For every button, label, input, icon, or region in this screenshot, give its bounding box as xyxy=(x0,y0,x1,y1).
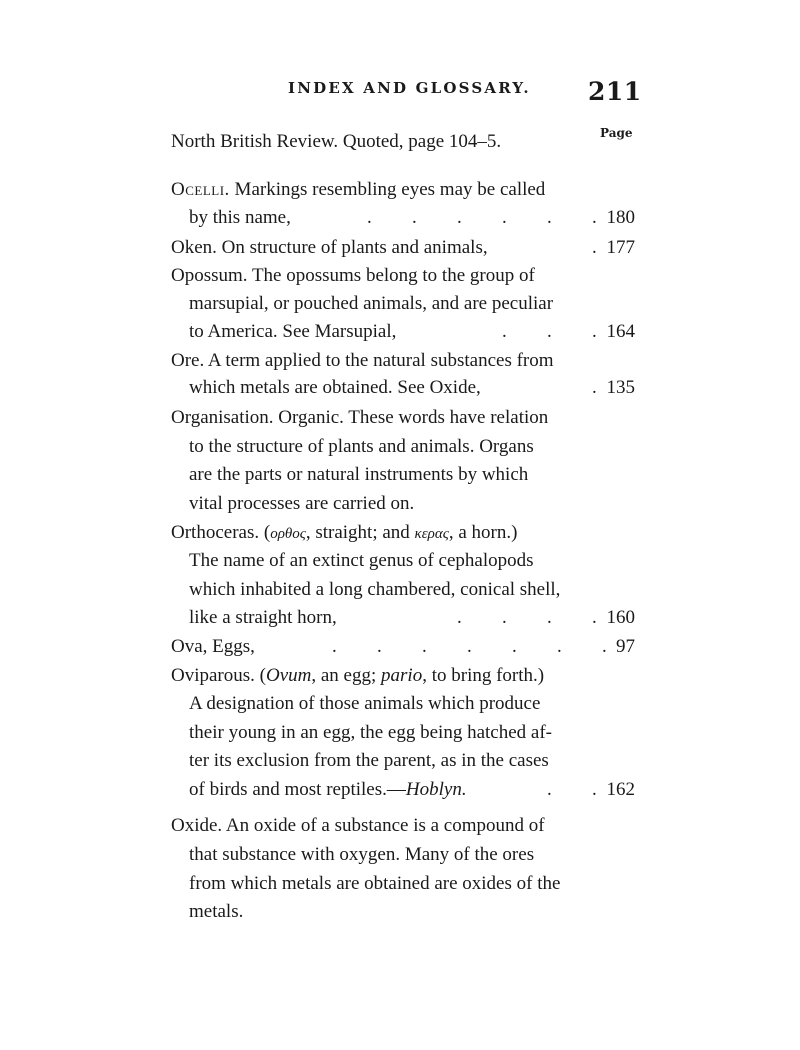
dot-leader: . xyxy=(422,636,427,657)
entry-text xyxy=(171,813,545,839)
text-segment: ter its exclusion from the parent, as in the cases xyxy=(189,750,549,771)
italic-term: Hoblyn. xyxy=(405,779,467,800)
dot-leader: . xyxy=(592,237,597,258)
text-segment: , to bring forth.) xyxy=(422,665,545,686)
dot-leader: . xyxy=(512,636,517,657)
index-entry-line xyxy=(189,291,637,317)
text-segment: are the parts or natural instruments by which xyxy=(189,464,529,485)
text-segment: Ova, Eggs, xyxy=(171,636,255,657)
running-title: INDEX AND GLOSSARY. xyxy=(288,79,531,97)
index-entry-line xyxy=(189,462,637,488)
index-entry-line xyxy=(189,491,637,517)
entry-page-number: 164 xyxy=(606,321,635,342)
text-segment: Ore. A term applied to the natural substances from xyxy=(171,350,554,371)
text-segment: to America. See Marsupial, xyxy=(189,321,397,342)
entry-text xyxy=(189,291,553,317)
index-entry-line xyxy=(171,520,637,546)
entry-text xyxy=(189,548,534,574)
text-segment: Oviparous. ( xyxy=(171,665,266,686)
index-entry-line xyxy=(189,605,637,631)
entry-text xyxy=(171,263,535,289)
text-segment: which metals are obtained. See Oxide, xyxy=(189,377,481,398)
text-segment: The name of an extinct genus of cephalopods xyxy=(189,550,534,571)
dot-leader: . xyxy=(377,636,382,657)
entry-text xyxy=(171,348,554,374)
dot-leader: . xyxy=(592,377,597,398)
text-segment: Orthoceras. ( xyxy=(171,522,271,543)
entry-page-number: 135 xyxy=(606,377,635,398)
dot-leader: . xyxy=(592,321,597,342)
dot-leader: . xyxy=(602,636,607,657)
dot-leader: . xyxy=(502,321,507,342)
entry-text xyxy=(171,520,517,547)
dot-leader: . xyxy=(467,636,472,657)
text-segment: , a horn.) xyxy=(448,522,518,543)
entry-text xyxy=(189,205,291,231)
index-entry-line xyxy=(171,813,637,839)
dot-leader: . xyxy=(502,607,507,628)
text-segment: A designation of those animals which produce xyxy=(189,693,541,714)
text-segment: metals. xyxy=(189,901,244,922)
entry-text xyxy=(189,577,560,603)
entry-text xyxy=(189,899,243,925)
entry-page-number: 160 xyxy=(606,607,635,628)
entry-text xyxy=(189,319,396,345)
index-entry-line xyxy=(171,348,637,374)
entry-text xyxy=(171,634,255,660)
entry-text xyxy=(189,842,534,868)
greek-term: ορθος xyxy=(270,526,306,542)
text-segment: Organisation. Organic. These words have relation xyxy=(171,407,549,428)
entry-text xyxy=(171,663,544,689)
entry-text xyxy=(189,871,560,897)
dot-leader: . xyxy=(457,607,462,628)
index-entry-line xyxy=(171,405,637,431)
entry-text xyxy=(189,375,481,401)
entry-text xyxy=(189,605,337,631)
text-segment: Opossum. The opossums belong to the group of xyxy=(171,265,535,286)
entry-text xyxy=(189,491,414,517)
index-entry-line xyxy=(189,720,637,746)
entry-text xyxy=(189,691,540,717)
text-segment: which inhabited a long chambered, conical shell, xyxy=(189,579,561,600)
entry-page-number: 162 xyxy=(606,779,635,800)
entry-text xyxy=(189,434,534,460)
index-entry-line xyxy=(189,842,637,868)
dot-leader: . xyxy=(412,207,417,228)
dot-leader: . xyxy=(547,607,552,628)
index-entry-line xyxy=(189,319,637,345)
entry-page-number: 177 xyxy=(606,237,635,258)
text-segment: from which metals are obtained are oxides of the xyxy=(189,873,561,894)
text-segment: Oken. On structure of plants and animals, xyxy=(171,237,488,258)
text-segment: , straight; and xyxy=(305,522,415,543)
text-segment: like a straight horn, xyxy=(189,607,337,628)
italic-term: Ovum xyxy=(265,665,312,686)
text-segment: by this name, xyxy=(189,207,291,228)
index-entry-line xyxy=(171,634,637,660)
dot-leader: . xyxy=(547,207,552,228)
dot-leader: . xyxy=(592,607,597,628)
index-entry-line xyxy=(189,899,637,925)
text-segment: their young in an egg, the egg being hatched af- xyxy=(189,722,552,743)
index-entry-line xyxy=(189,691,637,717)
dot-leader: . xyxy=(502,207,507,228)
index-entry-line xyxy=(171,663,637,689)
text-segment: vital processes are carried on. xyxy=(189,493,415,514)
entry-text xyxy=(171,177,545,203)
index-entry-line xyxy=(189,434,637,460)
dot-leader: . xyxy=(547,779,552,800)
index-entry-line xyxy=(171,129,637,155)
entry-text xyxy=(189,462,528,488)
dot-leader: . xyxy=(547,321,552,342)
index-entry-line xyxy=(189,577,637,603)
index-entry-line xyxy=(189,205,637,231)
text-segment: marsupial, or pouched animals, and are peculiar xyxy=(189,293,554,314)
index-entry-line xyxy=(189,375,637,401)
page-column-label: Page xyxy=(600,126,633,140)
dot-leader: . xyxy=(332,636,337,657)
index-entry-line xyxy=(171,263,637,289)
index-entry-line xyxy=(171,235,637,261)
index-entry-line xyxy=(189,548,637,574)
dot-leader: . xyxy=(557,636,562,657)
dot-leader: . xyxy=(592,207,597,228)
entry-text xyxy=(189,777,467,803)
index-entry-line xyxy=(189,748,637,774)
dot-leader: . xyxy=(457,207,462,228)
entry-text xyxy=(171,235,488,261)
index-entry-line xyxy=(171,177,637,203)
text-segment: Markings resembling eyes may be called xyxy=(229,179,546,200)
entry-text xyxy=(171,405,548,431)
greek-term: κερας xyxy=(414,526,449,542)
entry-text xyxy=(189,720,552,746)
index-entry-line xyxy=(189,871,637,897)
entry-text xyxy=(189,748,549,774)
index-entry-line xyxy=(189,777,637,803)
headword: Ocelli. xyxy=(171,179,230,200)
entry-text xyxy=(171,129,501,155)
text-segment: to the structure of plants and animals. Organs xyxy=(189,436,534,457)
entry-page-number: 180 xyxy=(606,207,635,228)
text-segment: of birds and most reptiles.— xyxy=(189,779,406,800)
page-number: 211 xyxy=(588,77,642,106)
dot-leader: . xyxy=(367,207,372,228)
entry-page-number: 97 xyxy=(616,636,635,657)
text-segment: that substance with oxygen. Many of the ores xyxy=(189,844,535,865)
text-segment: Oxide. An oxide of a substance is a compound of xyxy=(171,815,545,836)
text-segment: , an egg; xyxy=(311,665,382,686)
italic-term: pario xyxy=(381,665,423,686)
text-segment: North British Review. Quoted, page 104–5. xyxy=(171,131,502,152)
dot-leader: . xyxy=(592,779,597,800)
